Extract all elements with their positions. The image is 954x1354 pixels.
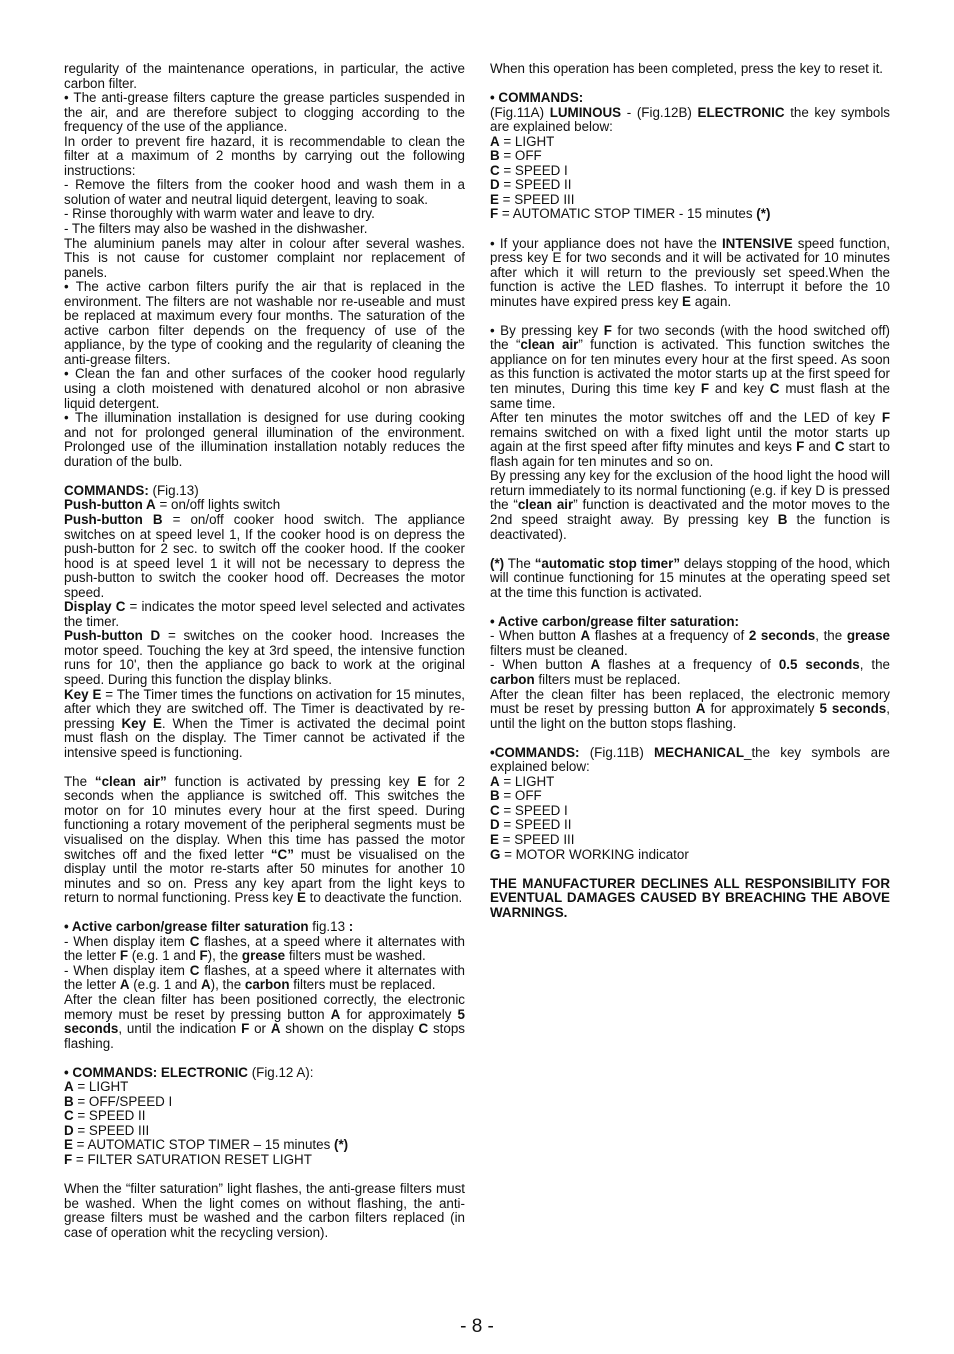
paragraph: • COMMANDS: ELECTRONIC (Fig.12 A): xyxy=(64,1064,314,1080)
paragraph xyxy=(490,77,890,92)
paragraph: • COMMANDS: xyxy=(490,90,584,106)
paragraph: (*) The “automatic stop timer” delays stopping of the hood, which will continue functioning for 15 minutes at the operating speed set at the time this function is activated. xyxy=(490,555,891,600)
page-number-text: - 8 - xyxy=(460,1316,494,1337)
paragraph: - The filters may also be washed in the dishwasher. xyxy=(64,221,368,237)
paragraph: After the clean filter has been positioned correctly, the electronic memory must be reset by pressing button A for approximately 5 seconds, until the indication F or A shown on the display C stops flashing. xyxy=(64,992,465,1051)
paragraph: C = SPEED I xyxy=(490,802,568,818)
paragraph: • Active carbon/grease filter saturation: xyxy=(490,613,740,629)
paragraph: When this operation has been completed, press the key to reset it. xyxy=(490,61,884,76)
paragraph xyxy=(490,542,890,557)
paragraph: The aluminium panels may alter in colour after several washes. This is not cause for customer complaint nor replacement of panels. xyxy=(64,235,465,280)
paragraph: A = LIGHT xyxy=(490,773,555,789)
paragraph: Key E = The Timer times the functions on activation for 15 minutes, after which they are switched off. The Timer is deactivated by re-pressing Key E. When the Timer is activated the decimal point must flash on the display. The Timer cannot be activated if the intensive speed is functioning. xyxy=(64,686,465,760)
paragraph: • Active carbon/grease filter saturation fig.13 : xyxy=(64,919,354,935)
paragraph xyxy=(64,760,465,775)
paragraph: Push-button A = on/off lights switch xyxy=(64,497,281,513)
paragraph xyxy=(490,731,890,746)
paragraph: After the clean filter has been replaced, the electronic memory must be reset by pressing button A for approximately 5 seconds, until the light on the button stops flashing. xyxy=(490,686,890,731)
paragraph: G = MOTOR WORKING indicator xyxy=(490,846,689,862)
paragraph: D = SPEED III xyxy=(64,1122,150,1138)
paragraph: E = SPEED III xyxy=(490,191,575,207)
paragraph: - Rinse thoroughly with warm water and leave to dry. xyxy=(64,206,375,222)
paragraph: COMMANDS: (Fig.13) xyxy=(64,482,199,498)
paragraph: • The active carbon filters purify the air that is replaced in the environment. The filters are not washable nor re-useable and must be replaced at maximum every four months. The saturation of the active carbon filter depends on the frequency of use of the appliance, by the type of cooking and the regularity of cleaning the anti-grease filters. xyxy=(64,279,465,367)
paragraph: B = OFF xyxy=(490,148,542,164)
paragraph: •COMMANDS: (Fig.11B) MECHANICAL_the key symbols are explained below: xyxy=(490,744,891,775)
paragraph xyxy=(490,309,890,324)
paragraph: C = SPEED I xyxy=(490,162,568,178)
page-number xyxy=(0,1316,954,1338)
paragraph xyxy=(64,1051,465,1066)
right-column xyxy=(490,62,890,920)
left-column xyxy=(64,62,465,1240)
paragraph: (Fig.11A) LUMINOUS - (Fig.12B) ELECTRONIC the key symbols are explained below: xyxy=(490,104,891,135)
paragraph: After ten minutes the motor switches off and the LED of key F remains switched on with a fixed light until the motor starts up again at the first speed after fifty minutes and keys F and C start to flash again for ten minutes and so on. xyxy=(490,410,890,469)
paragraph xyxy=(490,222,890,237)
paragraph: In order to prevent fire hazard, it is recommendable to clean the filter at a maximum of 2 months by carrying out the following instructions: xyxy=(64,133,465,178)
paragraph: D = SPEED II xyxy=(490,177,572,193)
paragraph: A = LIGHT xyxy=(64,1079,129,1095)
paragraph: Display C = indicates the motor speed level selected and activates the timer. xyxy=(64,599,465,629)
paragraph: • By pressing key F for two seconds (with the hood switched off) the “clean air” function is activated. This function switches the appliance on for ten minutes every hour at the first speed. As soon as this function is activated the motor starts up at the first speed for ten minutes, During this time key F and key C must flash at the same time. xyxy=(490,322,891,411)
paragraph: F = FILTER SATURATION RESET LIGHT xyxy=(64,1152,312,1168)
paragraph: When the “filter saturation” light flashes, the anti-grease filters must be washed. When the light comes on without flashing, the anti-grease filters must be washed and the carbon filters replaced (in case of operation whit the recycling version). xyxy=(64,1181,465,1240)
paragraph: - Remove the filters from the cooker hood and wash them in a solution of water and neutral liquid detergent, leaving to soak. xyxy=(64,177,465,207)
paragraph: By pressing any key for the exclusion of the hood light the hood will return immediately to its normal functioning (e.g. if key D is pressed the “clean air” function is deactivated and the motor moves to the 2nd speed straight away. By pressing key B the function is deactivated). xyxy=(490,468,891,542)
paragraph: - When button A flashes at a frequency of 2 seconds, the grease filters must be cleaned. xyxy=(490,628,890,658)
paragraph: THE MANUFACTURER DECLINES ALL RESPONSIBILITY FOR EVENTUAL DAMAGES CAUSED BY BREACHING THE ABOVE WARNINGS. xyxy=(490,875,890,920)
paragraph: • If your appliance does not have the INTENSIVE speed function, press key E for two seconds and it will be activated for 10 minutes after which it will return to the previously set speed.When the function is active the LED flashes. To interrupt it before the 10 minutes have expired press key E again. xyxy=(490,235,891,309)
paragraph: B = OFF xyxy=(490,788,542,804)
paragraph: • The anti-grease filters capture the grease particles suspended in the air, and are therefore subject to clogging according to the frequency of the use of the appliance. xyxy=(64,90,465,135)
paragraph: - When display item C flashes, at a speed where it alternates with the letter A (e.g. 1 and A), the carbon filters must be replaced. xyxy=(64,962,465,993)
paragraph xyxy=(64,1168,465,1183)
paragraph: regularity of the maintenance operations, in particular, the active carbon filter. xyxy=(64,61,465,91)
paragraph: - When button A flashes at a frequency of 0.5 seconds, the carbon filters must be replaced. xyxy=(490,657,890,687)
paragraph: - When display item C flashes, at a speed where it alternates with the letter F (e.g. 1 and F), the grease filters must be washed. xyxy=(64,933,465,964)
paragraph: B = OFF/SPEED I xyxy=(64,1093,173,1109)
paragraph: A = LIGHT xyxy=(490,133,555,149)
paragraph: Push-button B = on/off cooker hood switch. The appliance switches on at speed level 1, If the cooker hood is on depress the push-button for 2 sec. to switch off the cooker hood. If the cooker hood is at speed level 1 it will not be necessary to depress the push-button to switch the cooker hood off. Decreases the motor speed. xyxy=(64,511,465,600)
paragraph: E = AUTOMATIC STOP TIMER – 15 minutes (*) xyxy=(64,1137,349,1153)
paragraph: The “clean air” function is activated by pressing key E for 2 seconds when the appliance is switched off. This switches the motor on for 10 minutes every hour at the first speed. During functioning a rotary movement of the peripheral segments must be visualised on the display. When this time has passed the motor switches off and the fixed letter “C” must be visualised on the display until the motor re-starts after 50 minutes for another 10 minutes and so on. Press any key apart from the light keys to return to normal functioning. Press key E to deactivate the function. xyxy=(64,773,465,906)
paragraph: D = SPEED II xyxy=(490,817,572,833)
paragraph: C = SPEED II xyxy=(64,1108,146,1124)
paragraph: E = SPEED III xyxy=(490,831,575,847)
paragraph: • Clean the fan and other surfaces of the cooker hood regularly using a cloth moistened with denatured alcohol or non abrasive liquid detergent. xyxy=(64,366,465,411)
paragraph xyxy=(490,600,890,615)
paragraph: F = AUTOMATIC STOP TIMER - 15 minutes (*) xyxy=(490,206,771,222)
paragraph xyxy=(490,862,890,877)
paragraph: Push-button D = switches on the cooker hood. Increases the motor speed. Touching the key at 3rd speed, the intensive function runs for 10', then the appliance go back to work at the original speed. During this function the display blinks. xyxy=(64,628,466,687)
paragraph xyxy=(64,906,465,921)
paragraph xyxy=(64,469,465,484)
paragraph: • The illumination installation is designed for use during cooking and not for prolonged general illumination of the environment. Prolonged use of the illumination installation notably reduces the duration of the bulb. xyxy=(64,410,465,469)
